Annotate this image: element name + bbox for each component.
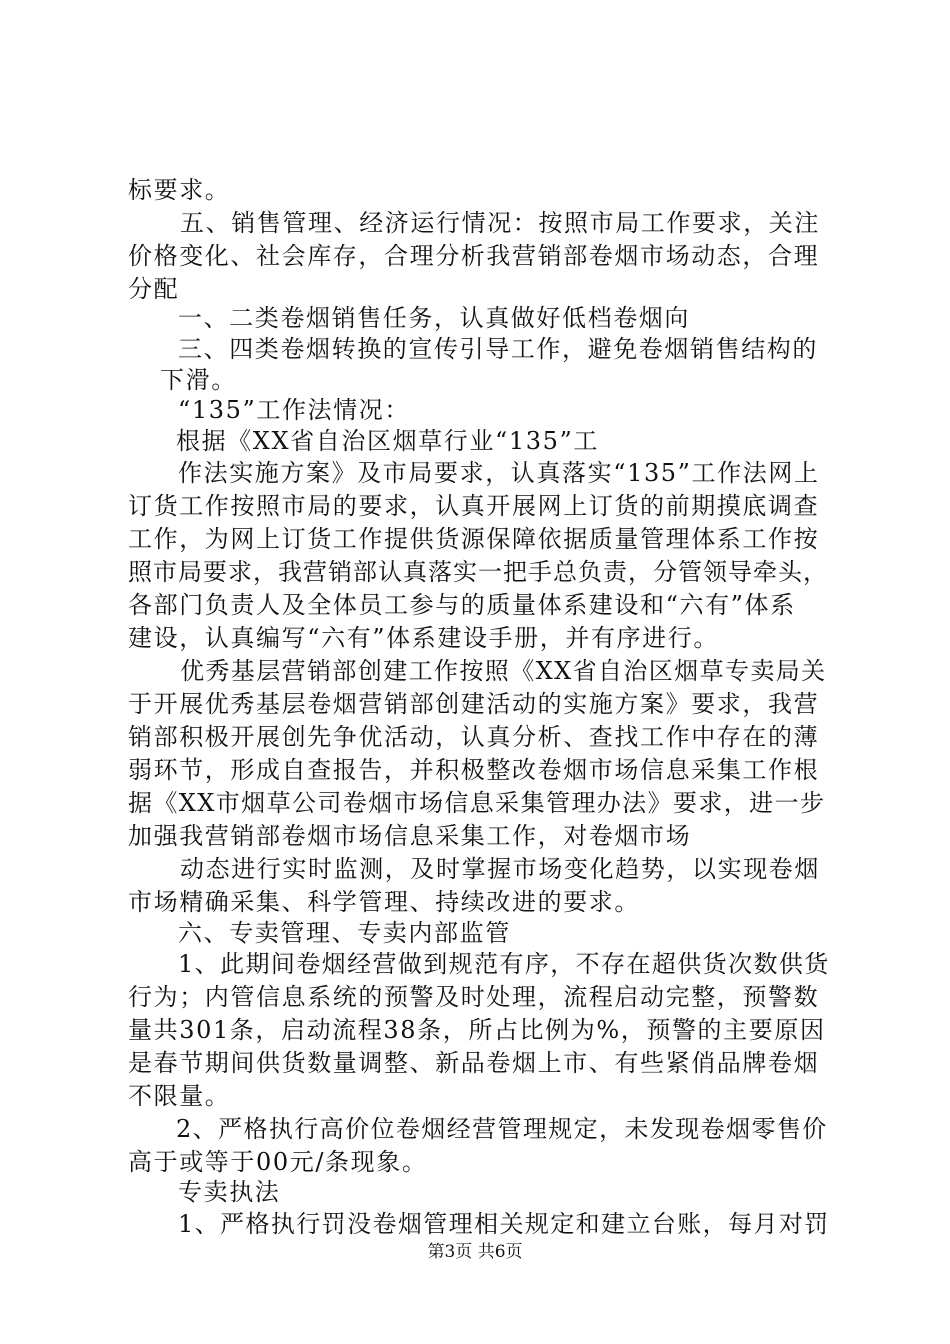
page-number: 第3页 共6页	[427, 1242, 523, 1262]
text-line: 根据《XX省自治区烟草行业“135”工	[176, 427, 599, 455]
text-line: 是春节期间供货数量调整、新品卷烟上市、有些紧俏品牌卷烟	[128, 1049, 820, 1077]
text-line: 于开展优秀基层卷烟营销部创建活动的实施方案》要求，我营	[128, 690, 820, 718]
text-line: 市场精确采集、科学管理、持续改进的要求。	[128, 888, 640, 916]
text-line: 五、销售管理、经济运行情况：按照市局工作要求，关注	[180, 209, 820, 237]
text-line: 高于或等于00元/条现象。	[128, 1148, 428, 1176]
text-line: 建设，认真编写“六有”体系建设手册，并有序进行。	[128, 624, 719, 652]
text-line: 据《XX市烟草公司卷烟市场信息采集管理办法》要求，进一步	[128, 789, 826, 817]
text-line: 订货工作按照市局的要求，认真开展网上订货的前期摸底调查	[128, 492, 820, 520]
text-line: 行为；内管信息系统的预警及时处理，流程启动完整，预警数	[128, 983, 820, 1011]
text-line: 动态进行实时监测，及时掌握市场变化趋势，以实现卷烟	[180, 855, 820, 883]
text-line: 六、专卖管理、专卖内部监管	[178, 919, 511, 947]
text-line: 弱环节，形成自查报告，并积极整改卷烟市场信息采集工作根	[128, 756, 820, 784]
page-footer	[0, 1240, 950, 1264]
text-line: 不限量。	[128, 1082, 231, 1110]
text-line: 加强我营销部卷烟市场信息采集工作，对卷烟市场	[128, 822, 692, 850]
text-line: 专卖执法	[178, 1178, 281, 1206]
text-line: 2、严格执行高价位卷烟经营管理规定，未发现卷烟零售价	[176, 1115, 828, 1143]
text-line: 优秀基层营销部创建工作按照《XX省自治区烟草专卖局关	[180, 657, 827, 685]
text-line: 三、四类卷烟转换的宣传引导工作，避免卷烟销售结构的	[178, 335, 818, 363]
text-line: 1、此期间卷烟经营做到规范有序，不存在超供货次数供货	[178, 950, 830, 978]
text-line: 销部积极开展创先争优活动，认真分析、查找工作中存在的薄	[128, 723, 820, 751]
text-line: “135”工作法情况：	[178, 396, 410, 424]
text-line: 价格变化、社会库存，合理分析我营销部卷烟市场动态，合理	[128, 242, 820, 270]
text-line: 工作，为网上订货工作提供货源保障依据质量管理体系工作按	[128, 525, 820, 553]
text-line: 各部门负责人及全体员工参与的质量体系建设和“六有”体系	[128, 591, 796, 619]
text-line: 量共301条，启动流程38条，所占比例为%，预警的主要原因	[128, 1016, 826, 1044]
text-line: 照市局要求，我营销部认真落实一把手总负责，分管领导牵头，	[128, 558, 828, 586]
text-line: 标要求。	[128, 176, 231, 204]
text-line: 1、严格执行罚没卷烟管理相关规定和建立台账，每月对罚	[178, 1210, 830, 1238]
text-line: 分配	[128, 275, 180, 303]
text-line: 下滑。	[160, 366, 237, 394]
text-line: 作法实施方案》及市局要求，认真落实“135”工作法网上	[178, 459, 820, 487]
text-line: 一、二类卷烟销售任务，认真做好低档卷烟向	[178, 304, 690, 332]
